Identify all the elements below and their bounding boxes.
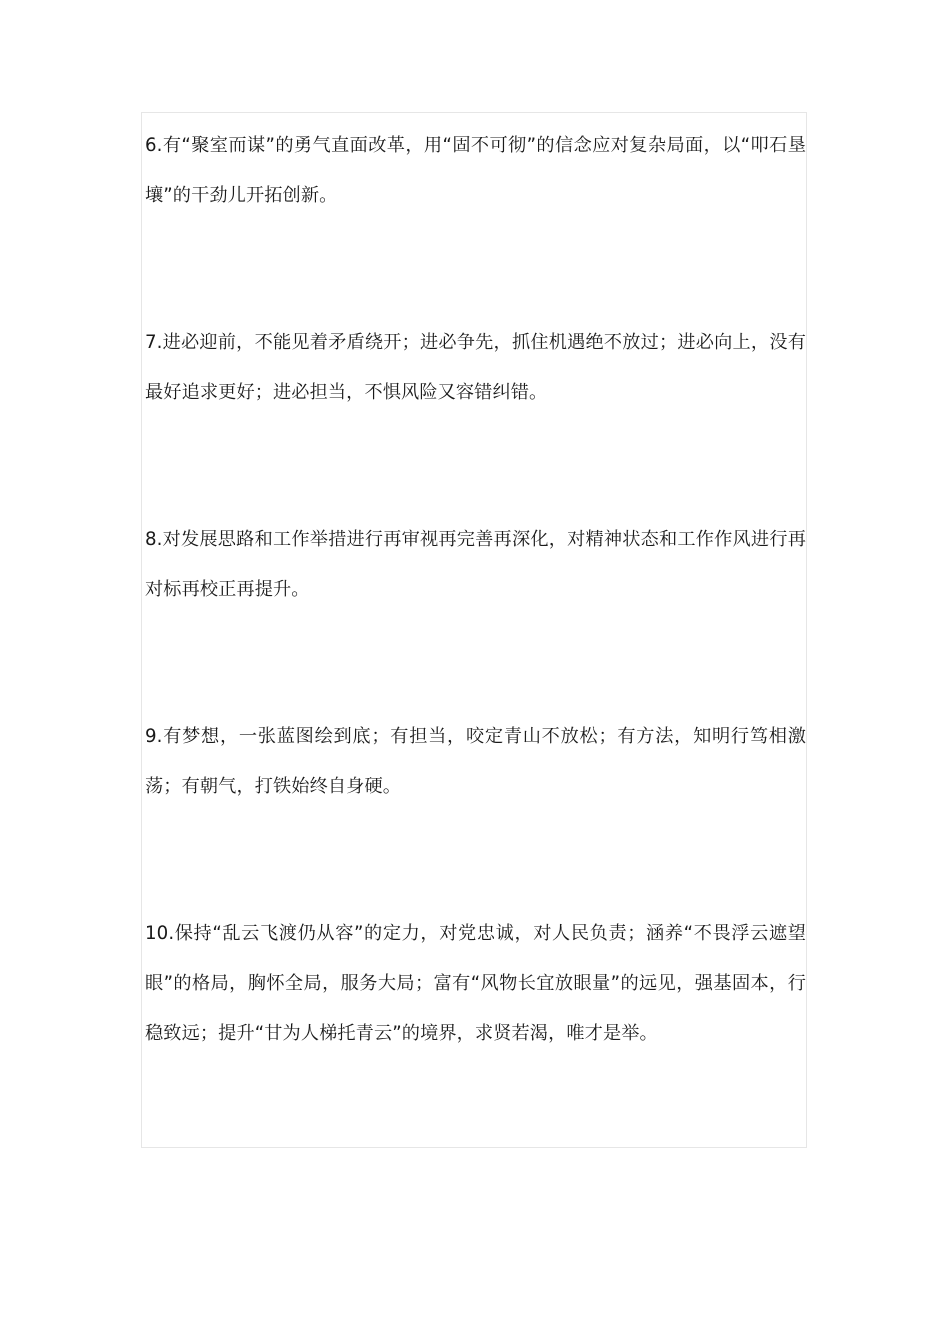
paragraph-9: 9.有梦想，一张蓝图绘到底；有担当，咬定青山不放松；有方法，知明行笃相激荡；有朝气，打铁始终自身硬。 (145, 726, 806, 797)
paragraph-spacer (145, 812, 806, 909)
paragraph-spacer (145, 221, 806, 318)
paragraph-spacer (145, 615, 806, 712)
paragraph-7: 7.进必迎前，不能见着矛盾绕开；进必争先，抓住机遇绝不放过；进必向上，没有最好追求更好；进必担当，不惧风险又容错纠错。 (145, 332, 806, 403)
paragraph-6: 6.有“聚室而谋”的勇气直面改革，用“固不可彻”的信念应对复杂局面，以“叩石垦壤”的干劲儿开拓创新。 (145, 135, 806, 206)
paragraph-10: 10.保持“乱云飞渡仍从容”的定力，对党忠诚，对人民负责；涵养“不畏浮云遮望眼”的格局，胸怀全局，服务大局；富有“风物长宜放眼量”的远见，强基固本，行稳致远；提升“甘为人梯托青云”的境界，求贤若渴，唯才是举。 (145, 923, 806, 1044)
text-frame (141, 112, 807, 1148)
paragraph-8: 8.对发展思路和工作举措进行再审视再完善再深化，对精神状态和工作作风进行再对标再校正再提升。 (145, 529, 806, 600)
paragraph-spacer (145, 418, 806, 515)
